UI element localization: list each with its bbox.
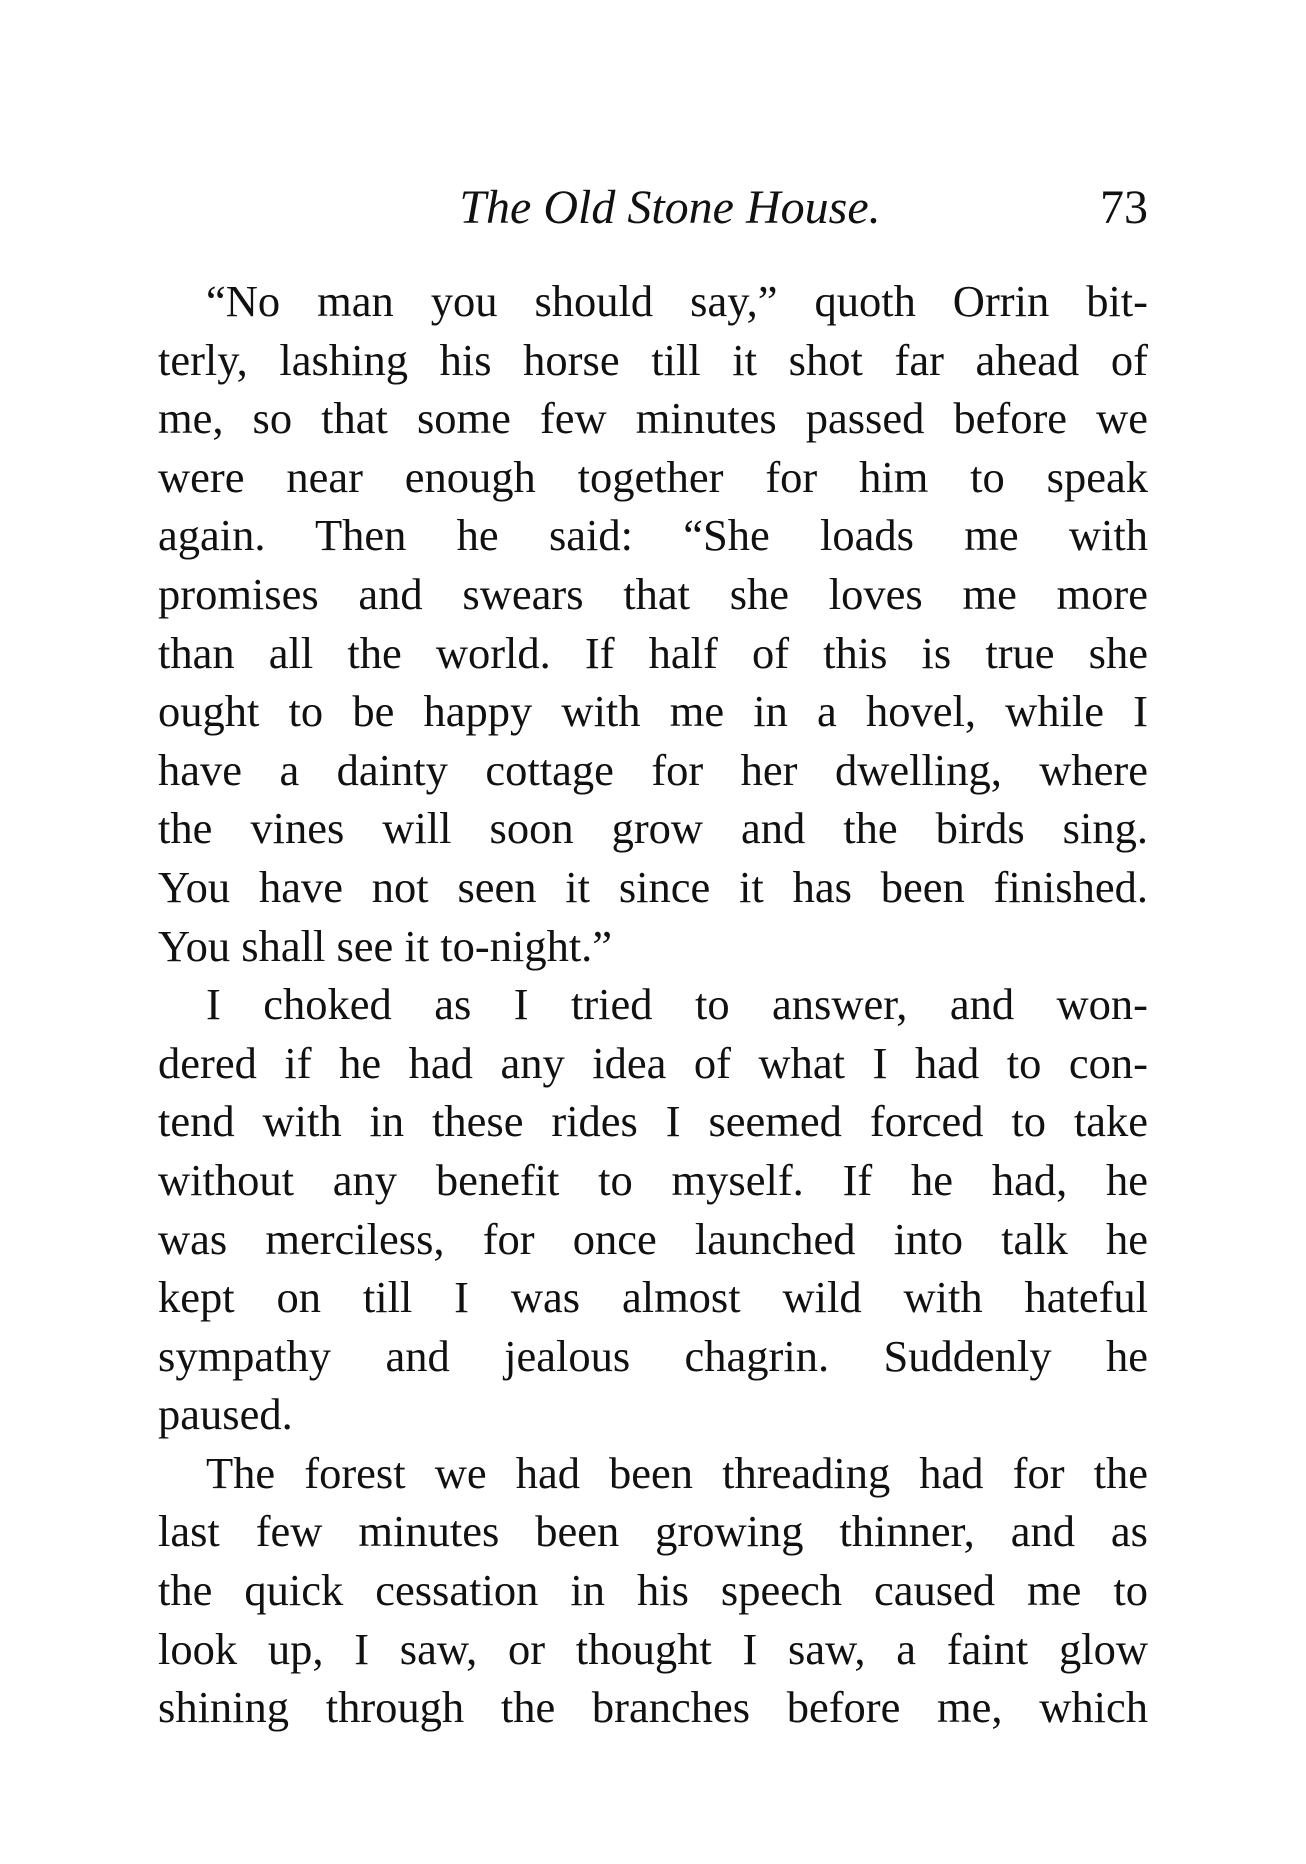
text-line: again. Then he said: “She loads me with [158,510,1148,561]
text-line: The forest we had been threading had for the [206,1447,1148,1498]
text-line: than all the world. If half of this is true she [158,627,1148,678]
text-line: ought to be happy with me in a hovel, while I [158,686,1148,737]
page-number: 73 [1100,181,1148,234]
text-line: look up, I saw, or thought I saw, a faint glow [158,1623,1148,1674]
body-text [158,272,1148,1737]
text-line: was merciless, for once launched into talk he [158,1213,1148,1264]
text-line: the quick cessation in his speech caused me to [158,1565,1148,1616]
text-line: paused. [158,1389,293,1440]
text-line: You have not seen it since it has been finished. [158,861,1148,912]
text-line: terly, lashing his horse till it shot far ahead of [158,334,1148,385]
text-line: kept on till I was almost wild with hateful [158,1272,1148,1323]
text-line: promises and swears that she loves me more [158,568,1148,619]
text-line: I choked as I tried to answer, and won- [206,979,1148,1030]
running-title: The Old Stone House. [459,181,881,234]
text-line: shining through the branches before me, which [158,1682,1148,1733]
text-line: me, so that some few minutes passed before we [158,393,1148,444]
paragraph-2 [158,975,1148,1444]
paragraph-1 [158,272,1148,975]
text-line: tend with in these rides I seemed forced to take [158,1096,1148,1147]
text-line: last few minutes been growing thinner, and as [158,1506,1148,1557]
text-line: were near enough together for him to speak [158,451,1148,502]
text-line: sympathy and jealous chagrin. Suddenly he [158,1330,1148,1381]
text-line: without any benefit to myself. If he had, he [158,1154,1148,1205]
text-line: the vines will soon grow and the birds sing. [158,803,1148,854]
text-line: You shall see it to-night.” [158,920,613,971]
text-line: dered if he had any idea of what I had to con- [158,1037,1148,1088]
text-line: have a dainty cottage for her dwelling, where [158,744,1148,795]
paragraph-3 [158,1444,1148,1737]
text-line: “No man you should say,” quoth Orrin bit- [206,276,1148,326]
